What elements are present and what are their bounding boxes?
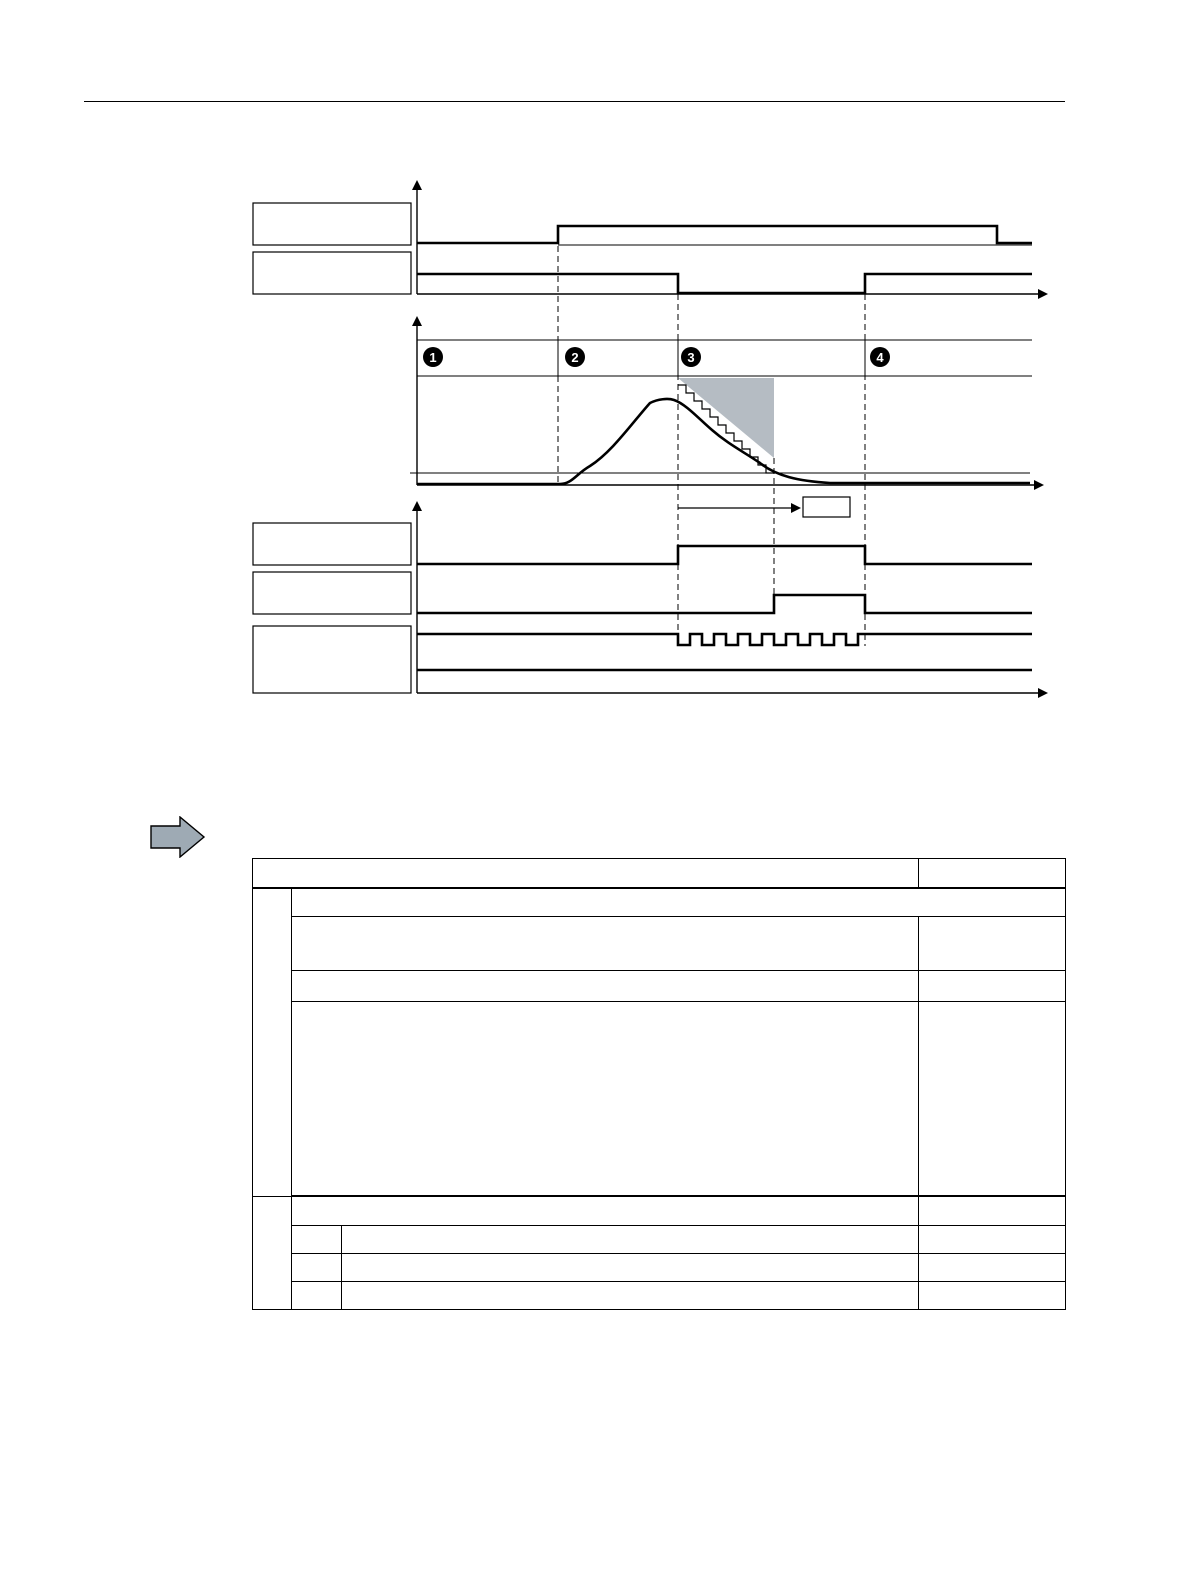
table-row xyxy=(253,1254,1066,1282)
table-header-row xyxy=(253,859,1066,888)
table-value-cell xyxy=(919,1254,1066,1282)
signal-trace-4 xyxy=(417,595,1032,613)
table-value-cell xyxy=(919,1197,1066,1226)
table-index-cell xyxy=(292,1226,342,1254)
group-a-title-cell xyxy=(292,888,1066,917)
signal-label-box-1 xyxy=(253,203,411,245)
timing-diagram xyxy=(0,0,1191,760)
note-arrow-icon xyxy=(150,816,206,858)
table-row xyxy=(253,1282,1066,1310)
group-b-title-cell xyxy=(292,1197,919,1226)
pulse-train xyxy=(417,634,1032,645)
braking-area xyxy=(678,378,774,458)
header-description-cell xyxy=(253,859,919,888)
table-cell xyxy=(292,1002,919,1196)
signal-label-box-4 xyxy=(253,572,411,614)
table-value-cell xyxy=(919,1282,1066,1310)
table-cell xyxy=(342,1254,919,1282)
signal-trace-3 xyxy=(417,546,1032,564)
group-a-cell xyxy=(253,888,292,1197)
signal-label-box-3 xyxy=(253,523,411,565)
signal-label-box-5 xyxy=(253,626,411,693)
phase-marker-3 xyxy=(681,347,701,367)
table-cell xyxy=(292,917,919,971)
phase-marker-2-label: 2 xyxy=(571,350,579,365)
analog-panel xyxy=(410,318,1042,517)
delay-label-box xyxy=(803,497,850,517)
phase-guides xyxy=(558,226,865,646)
phase-marker-4-label: 4 xyxy=(876,350,884,365)
table-cell xyxy=(342,1282,919,1310)
table-value-cell xyxy=(919,971,1066,1002)
table-cell xyxy=(292,971,919,1002)
table-row xyxy=(253,1197,1066,1226)
table-value-cell xyxy=(919,1226,1066,1254)
table-row xyxy=(253,1226,1066,1254)
table-cell xyxy=(342,1226,919,1254)
header-value-cell xyxy=(919,859,1066,888)
upper-signal-panel xyxy=(253,182,1046,294)
table-index-cell xyxy=(292,1254,342,1282)
lower-signal-panel xyxy=(253,503,1046,693)
parameter-table xyxy=(252,858,1066,1310)
table-row xyxy=(253,1002,1066,1196)
table-row xyxy=(253,888,1066,917)
phase-marker-3-label: 3 xyxy=(687,350,695,365)
group-b-cell xyxy=(253,1197,292,1310)
phase-marker-4 xyxy=(870,347,890,367)
table-value-cell xyxy=(919,917,1066,971)
phase-marker-1 xyxy=(423,347,443,367)
phase-marker-1-label: 1 xyxy=(429,350,437,365)
table-index-cell xyxy=(292,1282,342,1310)
table-row xyxy=(253,917,1066,971)
table-row xyxy=(253,971,1066,1002)
table-value-cell xyxy=(919,1002,1066,1196)
phase-marker-2 xyxy=(565,347,585,367)
signal-trace-1 xyxy=(417,226,1032,243)
signal-label-box-2 xyxy=(253,252,411,294)
signal-trace-2 xyxy=(417,274,1032,293)
